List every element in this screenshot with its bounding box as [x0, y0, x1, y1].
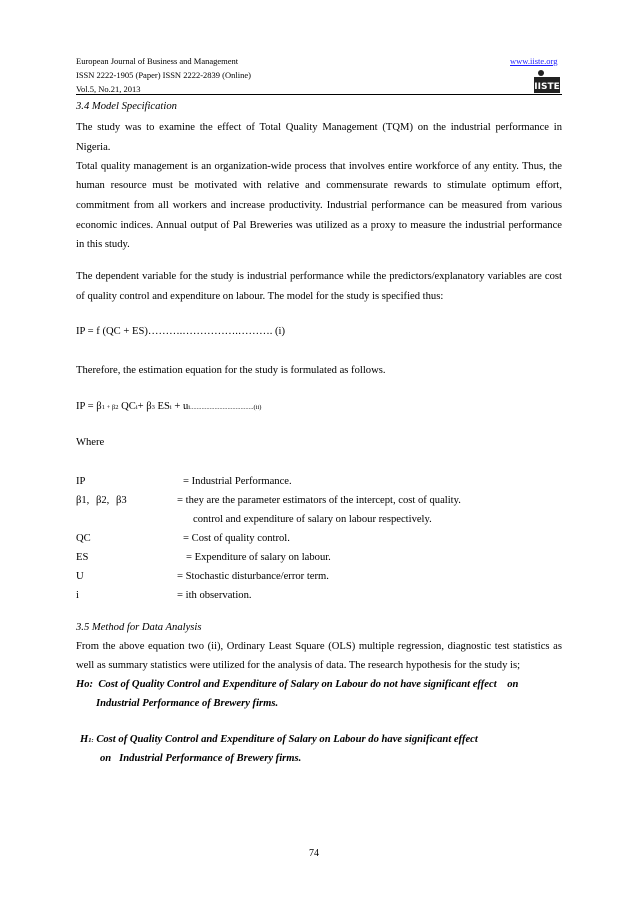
p2-line-1: Total quality management is an organization-wide process that involves entire workforce of any entity. Thus, the	[76, 161, 562, 172]
def-term-ip: IP	[76, 476, 86, 487]
p2-line-3: commitment from all workers and increase productivity. Industrial performance can be measured from various	[76, 200, 562, 211]
def-desc-betas-cont: control and expenditure of salary on labour respectively.	[193, 514, 432, 525]
header-rule	[76, 94, 562, 95]
p2-line-2: human resource must be motivated with relative and commensurate rewards to stimulate optimum effort,	[76, 180, 562, 191]
equation-1: IP = f (QC + ES)……….…………….………. (i)	[76, 326, 286, 337]
def-desc-u: = Stochastic disturbance/error term.	[177, 571, 329, 582]
s35-p1-line-2: well as summary statistics were utilized for the analysis of data. The research hypothesis for the study is;	[76, 660, 521, 671]
iiste-logo	[533, 68, 561, 94]
hypothesis-h0-line-1: Ho: Cost of Quality Control and Expenditure of Salary on Labour do not have significant effect on	[76, 679, 519, 690]
hypothesis-h1-line-1: H1: Cost of Quality Control and Expenditure of Salary on Labour do have significant effect	[80, 734, 478, 745]
p3-line-1: The dependent variable for the study is industrial performance while the predictors/explanatory variables are cost	[76, 271, 562, 282]
def-term-u: U	[76, 571, 84, 582]
equation-2: IP = β1 + β2 QCi+ β3 ESi + ui.......................................(ii)	[76, 401, 262, 412]
def-desc-es: = Expenditure of salary on labour.	[186, 552, 331, 563]
def-desc-betas: = they are the parameter estimators of the intercept, cost of quality.	[177, 495, 461, 506]
section-3-5-heading: 3.5 Method for Data Analysis	[76, 622, 202, 633]
def-term-i: i	[76, 590, 79, 601]
def-desc-i: = ith observation.	[177, 590, 252, 601]
journal-url-link[interactable]: www.iiste.org	[510, 56, 558, 66]
hypothesis-h0-line-2: Industrial Performance of Brewery firms.	[96, 698, 279, 709]
p1-line-1: The study was to examine the effect of Total Quality Management (TQM) on the industrial performance in	[76, 122, 562, 133]
issn: ISSN 2222-1905 (Paper) ISSN 2222-2839 (Online)	[76, 70, 251, 80]
volume: Vol.5, No.21, 2013	[76, 84, 141, 94]
p2-line-5: in this study.	[76, 239, 130, 250]
p1-line-2: Nigeria.	[76, 142, 111, 153]
def-term-qc: QC	[76, 533, 91, 544]
def-term-betas: β1, β2, β3	[76, 495, 127, 506]
p3-line-2: of quality control and expenditure on labour. The model for the study is specified thus:	[76, 291, 444, 302]
p2-line-4: economic indices. Annual output of Pal Breweries was utilized as a proxy to measure the industrial performance	[76, 220, 562, 231]
where-label: Where	[76, 437, 105, 448]
def-desc-qc: = Cost of quality control.	[183, 533, 290, 544]
def-term-es: ES	[76, 552, 89, 563]
def-desc-ip: = Industrial Performance.	[183, 476, 292, 487]
hypothesis-h1-line-2: on Industrial Performance of Brewery firms.	[100, 753, 302, 764]
s35-p1-line-1: From the above equation two (ii), Ordinary Least Square (OLS) multiple regression, diagnostic test statistics as	[76, 641, 562, 652]
section-3-4-heading: 3.4 Model Specification	[76, 101, 177, 112]
page-number: 74	[309, 848, 319, 859]
logo-text: IISTE	[534, 82, 560, 92]
journal-name: European Journal of Business and Management	[76, 56, 239, 66]
estimation-intro: Therefore, the estimation equation for the study is formulated as follows.	[76, 365, 386, 376]
